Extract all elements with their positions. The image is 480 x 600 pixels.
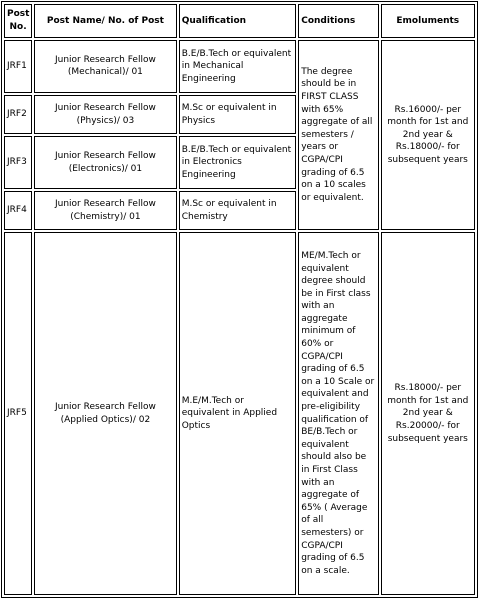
post-name-cell: Junior Research Fellow (Electronics)/ 01 [34,136,177,189]
qualification-cell: M.Sc or equivalent in Physics [179,95,297,134]
header-emoluments: Emoluments [381,4,475,38]
qualification-cell: B.E/B.Tech or equivalent in Electronics Engineering [179,136,297,189]
qualification-cell: M.E/M.Tech or equivalent in Applied Optics [179,232,297,595]
emoluments-cell: Rs.16000/- per month for 1st and 2nd year & Rs.18000/- for subsequent years [381,40,475,230]
post-no-cell: JRF4 [4,191,32,230]
qualification-cell: M.Sc or equivalent in Chemistry [179,191,297,230]
header-conditions: Conditions [298,4,378,38]
post-name-cell: Junior Research Fellow (Applied Optics)/ 02 [34,232,177,595]
post-no-cell: JRF2 [4,95,32,134]
post-name-cell: Junior Research Fellow (Mechanical)/ 01 [34,40,177,93]
post-no-cell: JRF5 [4,232,32,595]
conditions-cell: ME/M.Tech or equivalent degree should be in First class with an aggregate minimum of 60% or CGPA/CPI grading of 6.5 on a 10 Scale or equivalent and pre-eligibility qualification of BE/B.Tech or equivalent should also be in First Class with an aggregate of 65% ( Average of all semesters) or CGPA/CPI grading of 6.5 on a scale. [298,232,378,595]
post-no-cell: JRF3 [4,136,32,189]
header-post-name: Post Name/ No. of Post [34,4,177,38]
post-name-cell: Junior Research Fellow (Physics)/ 03 [34,95,177,134]
qualification-cell: B.E/B.Tech or equivalent in Mechanical Engineering [179,40,297,93]
header-qualification: Qualification [179,4,297,38]
header-post-no: Post No. [4,4,32,38]
table-row [4,40,475,93]
conditions-cell: The degree should be in FIRST CLASS with 65% aggregate of all semesters / years or CGPA/CPI grading of 6.5 on a 10 scales or equivalent. [298,40,378,230]
post-name-cell: Junior Research Fellow (Chemistry)/ 01 [34,191,177,230]
header-row [4,4,475,38]
posts-table [1,1,478,598]
post-no-cell: JRF1 [4,40,32,93]
table-row [4,232,475,595]
emoluments-cell: Rs.18000/- per month for 1st and 2nd year & Rs.20000/- for subsequent years [381,232,475,595]
